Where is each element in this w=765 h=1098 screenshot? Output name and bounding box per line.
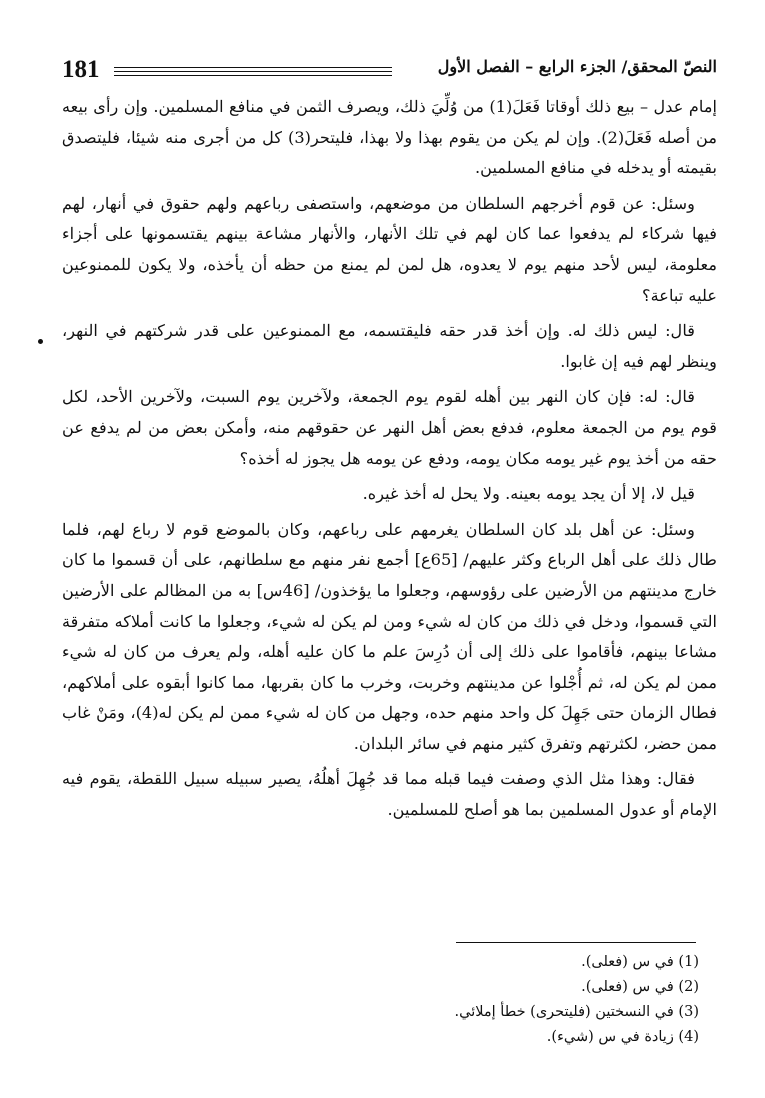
paragraph: قال: له: فإن كان النهر بين أهله لقوم يوم الجمعة، ولآخرين يوم السبت، ولآخرين الأحد، لكل قوم يوم من الجمعة معلوم، فدفع بعض أهل النهر عن حقوقهم منه، وأمكن بعض من لم يدفع عن حقه من أخذ يوم غير يومه مكان يومه، ودفع عن يومه هل يجوز له أخذه؟ — [62, 387, 717, 468]
paragraph: وسئل: عن أهل بلد كان السلطان يغرمهم على رباعهم، وكان بالموضع قوم لا رباع لهم، فلما طال ذلك على أهل الرباع وكثر عليهم/ [65ع] أجمع نفر منهم مع سلطانهم، على أن قسموا ما كان خارج مدينتهم من الأرضين على رؤوسهم، وجعلوا ما يؤخذون/ [46س] به من المظالم على الأرضين التي قسموا، ودخل في ذلك من كان له شيء ومن لم يكن له شيء، وجعلوا ما كانت أملاكه متفرقة مشاعا بينهم، فأقاموا على ذلك إلى أن دُرِسَ علم ما كان عليه أهله، ولم يعرف من كان له شيء ممن لم يكن له، ثم أُجْلوا عن مدينتهم وخربت، وخرب ما كان بقربها، مما كانوا أبقوه على أملاكهم، فطال الزمان حتى جَهِلَ كل واحد منهم حده، وجهل من كان له شيء ممن لم يكن له(4)، ومَنْ غاب ممن حضر، لكثرتهم وتفرق كثير منهم في سائر البلدان. — [62, 519, 717, 753]
paragraph: قيل لا، إلا أن يجد يومه بعينه. ولا يحل له أخذ غيره. — [362, 484, 695, 504]
footnote-separator — [456, 942, 696, 943]
header-rule — [114, 67, 392, 68]
footnote: (3) في النسختين (فليتحرى) خطأ إملائي. — [454, 1004, 699, 1020]
running-title: النصّ المحقق/ الجزء الرابع – الفصل الأول — [437, 57, 717, 76]
page-header — [62, 56, 717, 86]
paragraph: وسئل: عن قوم أخرجهم السلطان من موضعهم، واستصفى رباعهم ولهم حقوق في أنهار، لهم فيها شركاء لم يدفعوا عما كان لهم في تلك الأنهار، والأنهار مشاعة بينهم يقتسمونها على أجزاء معلومة، ليس لأحد منهم يوم لا يعدوه، هل لمن لم يمنع من حظه أن يأخذه، ولا يكون للممنوعين عليه تباعة؟ — [62, 193, 717, 305]
margin-dot-mark — [38, 339, 43, 344]
body-text — [62, 92, 717, 831]
header-rule — [114, 71, 392, 72]
header-rule — [114, 75, 392, 76]
paragraph: إمام عدل – بيع ذلك أوقاتا فَعَلَ(1) من وُلِّيَ ذلك، ويصرف الثمن في منافع المسلمين. وإن رأى بيعه من أصله فَعَلَ(2). وإن لم يكن من يقوم بهذا ولا بهذا، فليتحر(3) كل من أجرى منه شيئا، فليتصدق بقيمته أو يدخله في منافع المسلمين. — [62, 97, 718, 178]
page-number: 181 — [62, 56, 100, 83]
footnote: (1) في س (فعلى). — [581, 954, 699, 970]
paragraph: فقال: وهذا مثل الذي وصفت فيما قبله مما قد جُهِلَ أهلُهُ، يصير سبيله سبيل اللقطة، يقوم فيه الإمام أو عدول المسلمين بما هو أصلح للمسلمين. — [62, 769, 717, 820]
footnotes — [62, 950, 699, 1050]
paragraph: قال: ليس ذلك له. وإن أخذ قدر حقه فليقتسمه، مع الممنوعين على قدر شركتهم في النهر، وينظر لهم فيه إن غابوا. — [62, 321, 717, 371]
footnote: (2) في س (فعلى). — [581, 979, 699, 995]
footnote: (4) زيادة في س (شيء). — [546, 1029, 699, 1045]
